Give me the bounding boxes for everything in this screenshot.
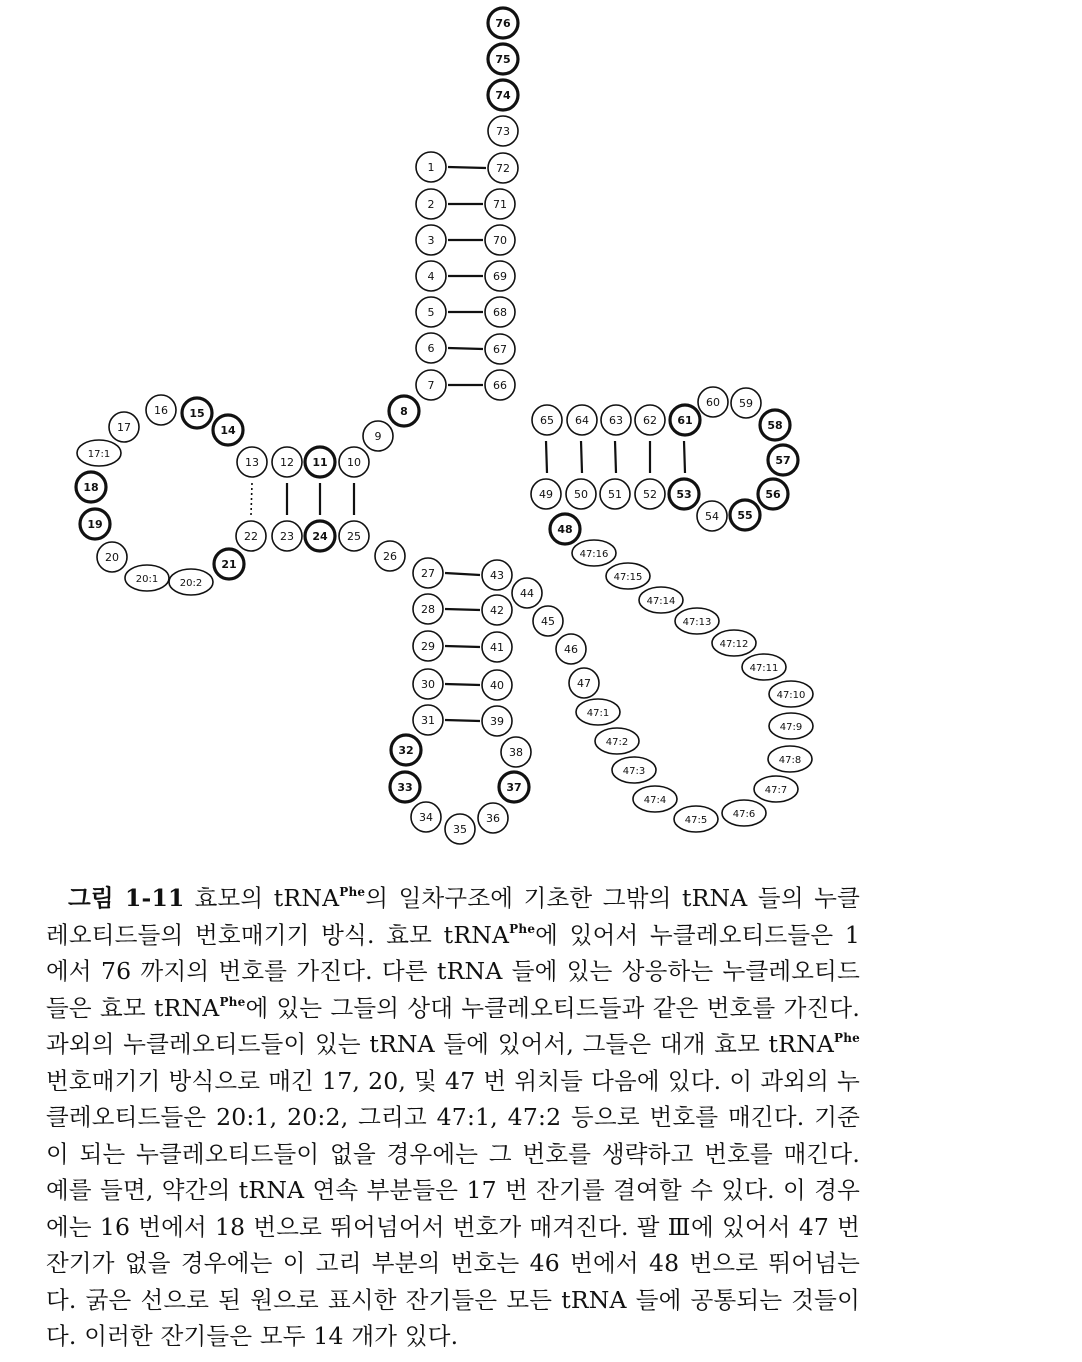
residue-47-14 — [639, 587, 683, 613]
residue-label: 26 — [383, 550, 397, 563]
residue-label: 42 — [490, 604, 504, 617]
residue-49 — [531, 479, 561, 509]
residue-label: 46 — [564, 643, 578, 656]
residue-47-5 — [674, 806, 718, 832]
residue-5 — [416, 297, 446, 327]
residue-37 — [499, 772, 529, 802]
residue-label: 45 — [541, 615, 555, 628]
residue-label: 47:6 — [732, 809, 756, 820]
residue-label: 47:14 — [646, 596, 676, 607]
residue-label: 34 — [419, 811, 433, 824]
dotted-pair-line — [251, 483, 252, 515]
residue-12 — [272, 447, 302, 477]
residue-52 — [635, 479, 665, 509]
residue-72 — [488, 153, 518, 183]
residue-label: 69 — [493, 270, 507, 283]
residue-label: 61 — [677, 414, 693, 427]
residue-label: 35 — [453, 823, 467, 836]
residue-label: 67 — [493, 343, 507, 356]
residue-50 — [566, 479, 596, 509]
residue-label: 52 — [643, 488, 657, 501]
residue-label: 20:2 — [179, 578, 203, 589]
residue-4 — [416, 261, 446, 291]
residue-label: 51 — [608, 488, 622, 501]
base-pair-line — [615, 441, 616, 473]
residue-label: 11 — [312, 456, 328, 469]
residue-55 — [730, 500, 760, 530]
residue-16 — [146, 395, 176, 425]
base-pair-line — [546, 441, 547, 473]
residue-64 — [567, 405, 597, 435]
residue-65 — [532, 405, 562, 435]
residue-label: 62 — [643, 414, 657, 427]
residue-label: 71 — [493, 198, 507, 211]
residue-15 — [182, 398, 212, 428]
base-pair-lines — [251, 167, 685, 721]
residue-1 — [416, 152, 446, 182]
residue-label: 47:13 — [682, 617, 712, 628]
figure-label: 그림 1-11 — [68, 884, 185, 912]
residue-32 — [391, 735, 421, 765]
residue-35 — [445, 814, 475, 844]
caption-text: 효모의 tRNA — [194, 884, 340, 912]
residue-20-1 — [125, 565, 169, 591]
residue-label: 50 — [574, 488, 588, 501]
base-pair-line — [445, 646, 480, 647]
superscript-phe: Phe — [339, 885, 366, 899]
residue-29 — [413, 631, 443, 661]
residue-label: 47:10 — [776, 690, 806, 701]
residue-label: 39 — [490, 715, 504, 728]
residue-23 — [272, 521, 302, 551]
residue-8 — [389, 396, 419, 426]
residue-73 — [488, 116, 518, 146]
residue-label: 25 — [347, 530, 361, 543]
residue-label: 44 — [520, 587, 534, 600]
residue-21 — [214, 549, 244, 579]
residue-label: 68 — [493, 306, 507, 319]
residue-label: 1 — [427, 161, 435, 174]
residue-54 — [697, 501, 727, 531]
residue-label: 13 — [245, 456, 259, 469]
residue-9 — [363, 421, 393, 451]
residue-2 — [416, 189, 446, 219]
residue-60 — [698, 387, 728, 417]
base-pair-line — [445, 609, 480, 610]
residue-label: 27 — [421, 567, 435, 580]
residue-label: 47:12 — [719, 639, 749, 650]
residue-label: 6 — [427, 342, 435, 355]
residue-label: 47:7 — [764, 785, 788, 796]
residue-label: 32 — [398, 744, 414, 757]
residue-14 — [213, 415, 243, 445]
residue-label: 19 — [87, 518, 103, 531]
residue-label: 64 — [575, 414, 589, 427]
residue-label: 4 — [427, 270, 435, 283]
base-pair-line — [445, 684, 480, 685]
residue-label: 5 — [427, 306, 435, 319]
residue-label: 24 — [312, 530, 328, 543]
residue-label: 57 — [775, 454, 791, 467]
residue-label: 2 — [427, 198, 435, 211]
residue-label: 65 — [540, 414, 554, 427]
residue-47-6 — [722, 800, 766, 826]
residue-label: 63 — [609, 414, 623, 427]
residue-label: 70 — [493, 234, 507, 247]
residue-47-7 — [754, 776, 798, 802]
residue-47-8 — [768, 746, 812, 772]
residue-62 — [635, 405, 665, 435]
residue-24 — [305, 521, 335, 551]
residue-label: 21 — [221, 558, 237, 571]
residue-label: 55 — [737, 509, 753, 522]
residue-label: 76 — [495, 17, 511, 30]
residue-10 — [339, 447, 369, 477]
residue-label: 28 — [421, 603, 435, 616]
residue-41 — [482, 632, 512, 662]
residue-51 — [600, 479, 630, 509]
residue-label: 49 — [539, 488, 553, 501]
residue-6 — [416, 333, 446, 363]
residue-69 — [485, 261, 515, 291]
residue-53 — [669, 479, 699, 509]
caption-text: 의 일차구조에 기초한 그밖의 tRNA 들의 누클레오티드들의 번호매기기 방식. 효모 tRNA — [46, 884, 860, 949]
residue-47-12 — [712, 630, 756, 656]
residue-label: 37 — [506, 781, 522, 794]
residue-label: 8 — [400, 405, 408, 418]
residue-47 — [569, 668, 599, 698]
residue-11 — [305, 447, 335, 477]
residue-18 — [76, 472, 106, 502]
residue-20-2 — [169, 569, 213, 595]
residue-68 — [485, 297, 515, 327]
base-pair-line — [581, 441, 582, 473]
residue-47-4 — [633, 786, 677, 812]
residue-label: 14 — [220, 424, 236, 437]
residue-label: 47:4 — [643, 795, 667, 806]
residue-label: 20:1 — [135, 574, 159, 585]
residue-label: 47:3 — [622, 766, 646, 777]
residue-label: 47:5 — [684, 815, 708, 826]
superscript-phe: Phe — [219, 994, 246, 1009]
residue-75 — [488, 44, 518, 74]
residue-label: 47:16 — [579, 549, 609, 560]
residue-47-15 — [606, 563, 650, 589]
residue-label: 41 — [490, 641, 504, 654]
residue-17-1 — [77, 440, 121, 466]
residue-48 — [550, 514, 580, 544]
residue-label: 75 — [495, 53, 511, 66]
residue-58 — [760, 410, 790, 440]
residue-44 — [512, 578, 542, 608]
residue-label: 43 — [490, 569, 504, 582]
residue-43 — [482, 560, 512, 590]
residue-13 — [237, 447, 267, 477]
residue-22 — [236, 521, 266, 551]
residue-label: 56 — [765, 488, 781, 501]
residue-label: 47:15 — [613, 572, 643, 583]
residue-67 — [485, 334, 515, 364]
residue-33 — [390, 772, 420, 802]
residue-47-11 — [742, 654, 786, 680]
figure-caption — [46, 880, 860, 1355]
residue-25 — [339, 521, 369, 551]
caption-text: 에 있는 그들의 상대 누클레오티드들과 같은 번호를 가진다. 과외의 누클레오티드들이 있는 tRNA 들에 있어서, 그들은 대개 효모 tRNA — [46, 993, 861, 1058]
residue-66 — [485, 370, 515, 400]
residue-17 — [109, 412, 139, 442]
residue-26 — [375, 541, 405, 571]
residue-3 — [416, 225, 446, 255]
residue-label: 53 — [676, 488, 692, 501]
residue-label: 7 — [427, 379, 435, 392]
residue-label: 10 — [347, 456, 361, 469]
residue-label: 47:11 — [749, 663, 779, 674]
residue-label: 40 — [490, 679, 504, 692]
residue-47-9 — [769, 713, 813, 739]
residue-59 — [731, 388, 761, 418]
residue-20 — [97, 542, 127, 572]
residue-label: 20 — [105, 551, 119, 564]
residue-31 — [413, 705, 443, 735]
residue-70 — [485, 225, 515, 255]
residue-label: 29 — [421, 640, 435, 653]
residue-38 — [501, 737, 531, 767]
residue-39 — [482, 706, 512, 736]
residue-label: 48 — [557, 523, 573, 536]
residue-label: 9 — [374, 430, 382, 443]
residue-47-3 — [612, 757, 656, 783]
residue-56 — [758, 479, 788, 509]
residue-63 — [601, 405, 631, 435]
residue-40 — [482, 670, 512, 700]
residue-42 — [482, 595, 512, 625]
residue-36 — [478, 803, 508, 833]
residue-label: 30 — [421, 678, 435, 691]
residue-label: 38 — [509, 746, 523, 759]
base-pair-line — [445, 720, 480, 721]
residue-7 — [416, 370, 446, 400]
residue-label: 17:1 — [87, 449, 111, 460]
base-pair-line — [448, 167, 486, 168]
residue-label: 72 — [496, 162, 510, 175]
residue-label: 33 — [397, 781, 413, 794]
residue-label: 66 — [493, 379, 507, 392]
base-pair-line — [684, 441, 685, 473]
residue-label: 23 — [280, 530, 294, 543]
superscript-phe: Phe — [509, 921, 536, 936]
residue-label: 47 — [577, 677, 591, 690]
residue-label: 3 — [427, 234, 435, 247]
residue-label: 16 — [154, 404, 168, 417]
residue-47-10 — [769, 681, 813, 707]
base-pair-line — [448, 348, 483, 349]
residue-label: 15 — [189, 407, 205, 420]
residue-46 — [556, 634, 586, 664]
residue-label: 47:8 — [778, 755, 802, 766]
superscript-phe: Phe — [834, 1031, 860, 1045]
residue-19 — [80, 509, 110, 539]
residue-61 — [670, 405, 700, 435]
residue-71 — [485, 189, 515, 219]
residue-76 — [488, 8, 518, 38]
residue-label: 74 — [495, 89, 511, 102]
residue-label: 17 — [117, 421, 131, 434]
residue-label: 54 — [705, 510, 719, 523]
residue-group — [76, 8, 813, 844]
residue-47-13 — [675, 608, 719, 634]
residue-74 — [488, 80, 518, 110]
residue-45 — [533, 606, 563, 636]
residue-label: 31 — [421, 714, 435, 727]
residue-27 — [413, 558, 443, 588]
residue-47-2 — [595, 728, 639, 754]
residue-label: 36 — [486, 812, 500, 825]
residue-30 — [413, 669, 443, 699]
base-pair-line — [445, 573, 480, 575]
residue-label: 47:9 — [779, 722, 803, 733]
residue-label: 22 — [244, 530, 258, 543]
residue-label: 47:1 — [586, 708, 610, 719]
residue-47-1 — [576, 699, 620, 725]
residue-label: 73 — [496, 125, 510, 138]
residue-label: 59 — [739, 397, 753, 410]
residue-label: 60 — [706, 396, 720, 409]
residue-57 — [768, 445, 798, 475]
caption-text: 번호매기기 방식으로 매긴 17, 20, 및 47 번 위치들 다음에 있다. 이 과외의 누클레오티드들은 20:1, 20:2, 그리고 47:1, 47:2 등으로 번호를 매긴다. 기준이 되는 누클레오티드들이 없을 경우에는 그 번호를 생략하고 번호를 매긴다. 예를 들면, 약간의 tRNA 연속 부분들은 17 번 잔기를 결여할 수 있다. 이 경우에는 16 번에서 18 번으로 뛰어넘어서 번호가 매겨진다. 팔 Ⅲ에 있어서 47 번 잔기가 없을 경우에는 이 고리 부분의 번호는 46 번에서 48 번으로 뛰어넘는다. 굵은 선으로 된 원으로 표시한 잔기들은 모든 tRNA 들에 공통되는 것들이다. 이러한 잔기들은 모두 14 개가 있다. — [46, 1066, 860, 1350]
caption-text: 에 있어서 누클레오티드들은 1 에서 76 까지의 번호를 가진다. 다른 tRNA 들에 있는 상응하는 누클레오티드들은 효모 tRNA — [46, 920, 860, 1022]
residue-47-16 — [572, 540, 616, 566]
residue-label: 58 — [767, 419, 783, 432]
residue-34 — [411, 802, 441, 832]
residue-label: 12 — [280, 456, 294, 469]
residue-label: 18 — [83, 481, 99, 494]
residue-28 — [413, 594, 443, 624]
residue-label: 47:2 — [605, 737, 629, 748]
